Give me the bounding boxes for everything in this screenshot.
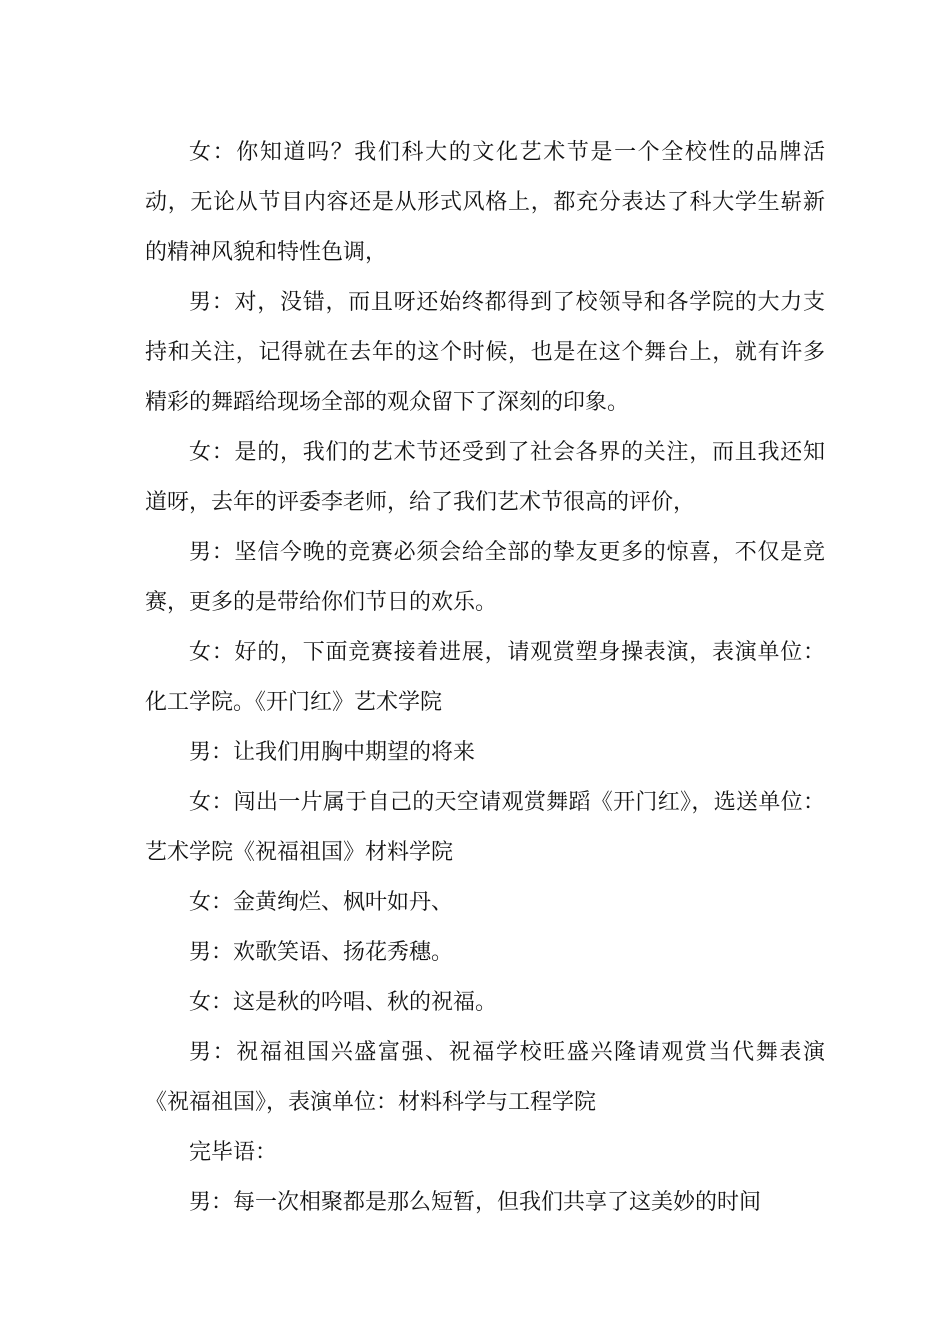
document-body — [145, 128, 825, 1228]
paragraph: 男：祝福祖国兴盛富强、祝福学校旺盛兴隆请观赏当代舞表演《祝福祖国》，表演单位：材料科学与工程学院 — [145, 1040, 825, 1115]
paragraph: 女：这是秋的吟唱、秋的祝福。 — [189, 990, 498, 1015]
paragraph: 女：你知道吗？我们科大的文化艺术节是一个全校性的品牌活动，无论从节目内容还是从形式风格上，都充分表达了科大学生崭新的精神风貌和特性色调， — [145, 140, 825, 265]
paragraph: 男：坚信今晚的竞赛必须会给全部的挚友更多的惊喜，不仅是竞赛，更多的是带给你们节日的欢乐。 — [145, 540, 825, 615]
paragraph: 完毕语： — [189, 1140, 278, 1165]
paragraph: 女：是的，我们的艺术节还受到了社会各界的关注，而且我还知道呀，去年的评委李老师，给了我们艺术节很高的评价， — [145, 440, 825, 515]
paragraph: 女：金黄绚烂、枫叶如丹、 — [189, 890, 454, 915]
paragraph: 女：闯出一片属于自己的天空请观赏舞蹈《开门红》，选送单位：艺术学院《祝福祖国》材料学院 — [145, 790, 825, 865]
paragraph: 男：对，没错，而且呀还始终都得到了校领导和各学院的大力支持和关注，记得就在去年的这个时候，也是在这个舞台上，就有许多精彩的舞蹈给现场全部的观众留下了深刻的印象。 — [145, 290, 825, 415]
paragraph: 男：欢歌笑语、扬花秀穗。 — [189, 940, 454, 965]
paragraph: 男：每一次相聚都是那么短暂，但我们共享了这美妙的时间 — [189, 1190, 762, 1215]
paragraph: 男：让我们用胸中期望的将来 — [189, 740, 476, 765]
paragraph: 女：好的，下面竞赛接着进展，请观赏塑身操表演，表演单位：化工学院。《开门红》艺术学院 — [145, 640, 825, 715]
